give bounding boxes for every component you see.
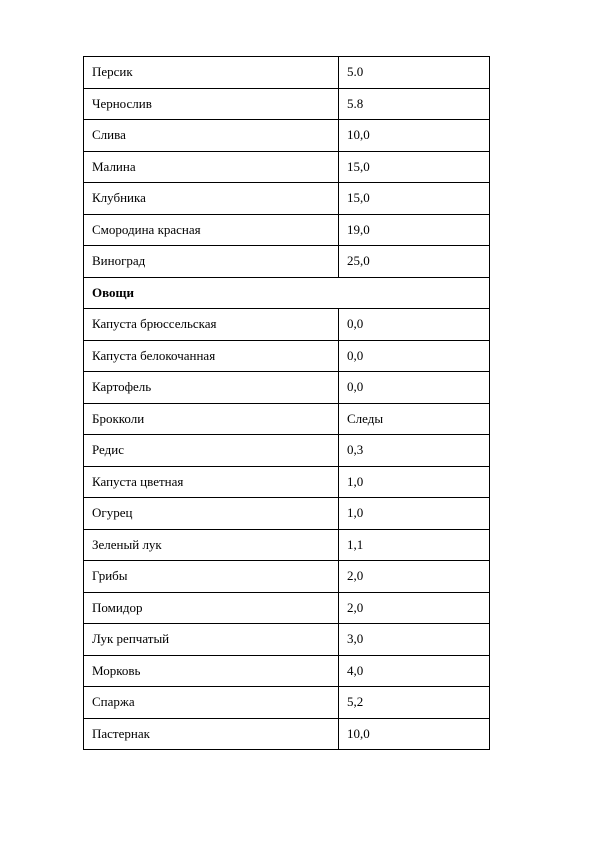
product-name-cell: Картофель <box>84 372 339 404</box>
table-row <box>84 214 490 246</box>
product-name-cell: Спаржа <box>84 687 339 719</box>
product-name-cell: Редис <box>84 435 339 467</box>
table-row <box>84 435 490 467</box>
product-value-cell: 0,0 <box>339 309 490 341</box>
product-name-cell: Капуста цветная <box>84 466 339 498</box>
table-row <box>84 340 490 372</box>
table-row <box>84 687 490 719</box>
product-value-cell: 1,1 <box>339 529 490 561</box>
product-name-cell: Морковь <box>84 655 339 687</box>
table-row <box>84 561 490 593</box>
product-name-cell: Пастернак <box>84 718 339 750</box>
product-value-cell: 3,0 <box>339 624 490 656</box>
product-value-cell: 0,0 <box>339 372 490 404</box>
product-value-cell: 15,0 <box>339 151 490 183</box>
table-row <box>84 466 490 498</box>
product-name-cell: Зеленый лук <box>84 529 339 561</box>
table-row <box>84 655 490 687</box>
table-row <box>84 246 490 278</box>
product-value-cell: 1,0 <box>339 498 490 530</box>
table-row <box>84 498 490 530</box>
product-value-cell: 0,3 <box>339 435 490 467</box>
product-value-cell: 19,0 <box>339 214 490 246</box>
food-values-table <box>83 56 490 750</box>
product-name-cell: Лук репчатый <box>84 624 339 656</box>
product-value-cell: 2,0 <box>339 561 490 593</box>
table-row <box>84 624 490 656</box>
product-value-cell: 2,0 <box>339 592 490 624</box>
product-name-cell: Слива <box>84 120 339 152</box>
table-row <box>84 183 490 215</box>
product-name-cell: Огурец <box>84 498 339 530</box>
product-value-cell: 10,0 <box>339 718 490 750</box>
product-name-cell: Персик <box>84 57 339 89</box>
section-title: Овощи <box>84 277 490 309</box>
product-name-cell: Грибы <box>84 561 339 593</box>
product-value-cell: 4,0 <box>339 655 490 687</box>
product-name-cell: Брокколи <box>84 403 339 435</box>
section-header-row <box>84 277 490 309</box>
product-value-cell: 25,0 <box>339 246 490 278</box>
product-value-cell: Следы <box>339 403 490 435</box>
product-value-cell: 10,0 <box>339 120 490 152</box>
product-name-cell: Виноград <box>84 246 339 278</box>
table-row <box>84 592 490 624</box>
table-row <box>84 403 490 435</box>
table-row <box>84 529 490 561</box>
product-name-cell: Чернослив <box>84 88 339 120</box>
table-row <box>84 120 490 152</box>
table-row <box>84 57 490 89</box>
product-value-cell: 1,0 <box>339 466 490 498</box>
table-row <box>84 372 490 404</box>
product-value-cell: 0,0 <box>339 340 490 372</box>
product-value-cell: 5.8 <box>339 88 490 120</box>
product-name-cell: Клубника <box>84 183 339 215</box>
product-value-cell: 15,0 <box>339 183 490 215</box>
product-name-cell: Малина <box>84 151 339 183</box>
product-name-cell: Капуста белокочанная <box>84 340 339 372</box>
product-value-cell: 5.0 <box>339 57 490 89</box>
table-row <box>84 309 490 341</box>
product-name-cell: Помидор <box>84 592 339 624</box>
table-row <box>84 88 490 120</box>
product-name-cell: Капуста брюссельская <box>84 309 339 341</box>
table-row <box>84 718 490 750</box>
table-row <box>84 151 490 183</box>
product-name-cell: Смородина красная <box>84 214 339 246</box>
product-value-cell: 5,2 <box>339 687 490 719</box>
table-body <box>84 57 490 750</box>
